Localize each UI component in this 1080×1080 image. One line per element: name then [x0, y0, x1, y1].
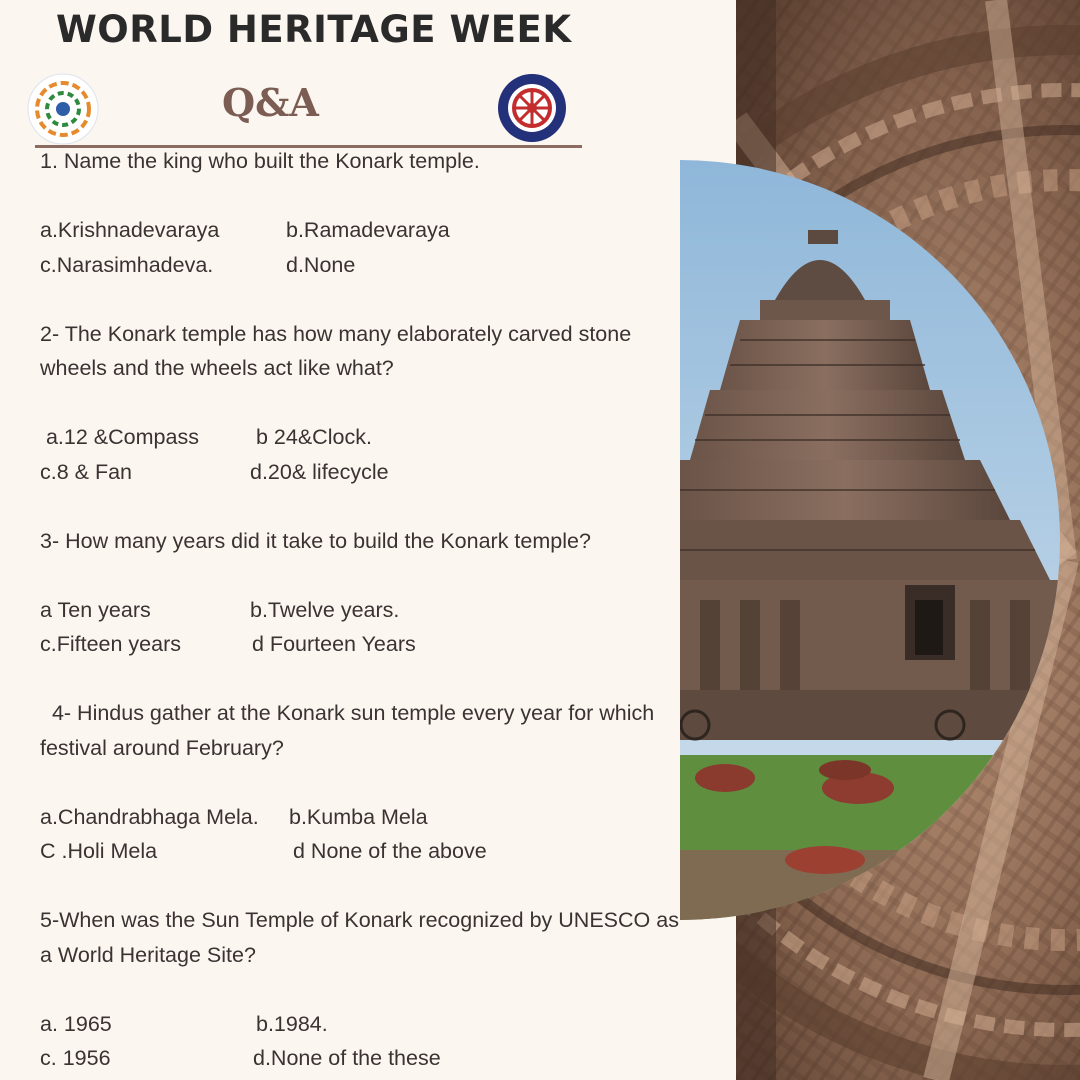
question-1 [40, 144, 680, 282]
options-row [40, 834, 680, 869]
option-c: c.8 & Fan [40, 459, 133, 484]
option-a: a. 1965 [40, 1011, 112, 1036]
options-row [40, 1007, 680, 1042]
question-2 [40, 317, 680, 490]
option-c: c.Fifteen years [40, 632, 181, 656]
option-a: a Ten years [40, 597, 151, 622]
question-text: 5-When was the Sun Temple of Konark recognized by UNESCO as [40, 908, 679, 932]
option-a: a.Chandrabhaga Mela. [40, 804, 259, 829]
option-c: c. 1956 [40, 1046, 111, 1070]
options-row [40, 213, 680, 248]
options-row [40, 627, 680, 662]
option-b: b.Kumba Mela [289, 804, 428, 829]
question-5 [40, 903, 680, 1076]
qa-heading: Q&A [222, 80, 319, 125]
options-row [40, 455, 680, 490]
question-text: 1. Name the king who built the Konark temple. [40, 149, 480, 173]
option-d: d.None [286, 252, 356, 277]
option-b: b 24&Clock. [256, 425, 372, 449]
question-text: 3- How many years did it take to build the Konark temple? [40, 528, 591, 553]
option-b: b.1984. [256, 1011, 328, 1036]
ek-bharat-logo-icon [26, 72, 100, 146]
option-c: C .Holi Mela [40, 839, 158, 863]
options-row [40, 593, 680, 628]
page-title: WORLD HERITAGE WEEK [56, 8, 572, 51]
question-text: 2- The Konark temple has how many elaborately carved stone [40, 321, 632, 346]
options-row [40, 800, 680, 835]
option-b: b.Twelve years. [250, 597, 400, 622]
options-row [40, 1041, 680, 1076]
option-d: d None of the above [293, 839, 487, 863]
options-row [40, 248, 680, 283]
question-text: 4- Hindus gather at the Konark sun temple every year for which [40, 701, 655, 725]
question-3 [40, 524, 680, 662]
question-4 [40, 696, 680, 869]
nss-logo-icon [497, 73, 567, 143]
option-d: d.None of the these [253, 1046, 441, 1070]
option-a: a.Krishnadevaraya [40, 218, 220, 242]
option-a: a.12 &Compass [40, 425, 199, 449]
question-text-cont: wheels and the wheels act like what? [40, 356, 394, 380]
option-d: d Fourteen Years [252, 632, 416, 656]
option-d: d.20& lifecycle [250, 459, 389, 484]
question-text-cont: festival around February? [40, 735, 284, 760]
options-row [40, 420, 680, 455]
option-c: c.Narasimhadeva. [40, 252, 214, 277]
questions-list [40, 140, 680, 1076]
option-b: b.Ramadevaraya [286, 218, 450, 242]
question-text-cont: a World Heritage Site? [40, 942, 256, 967]
